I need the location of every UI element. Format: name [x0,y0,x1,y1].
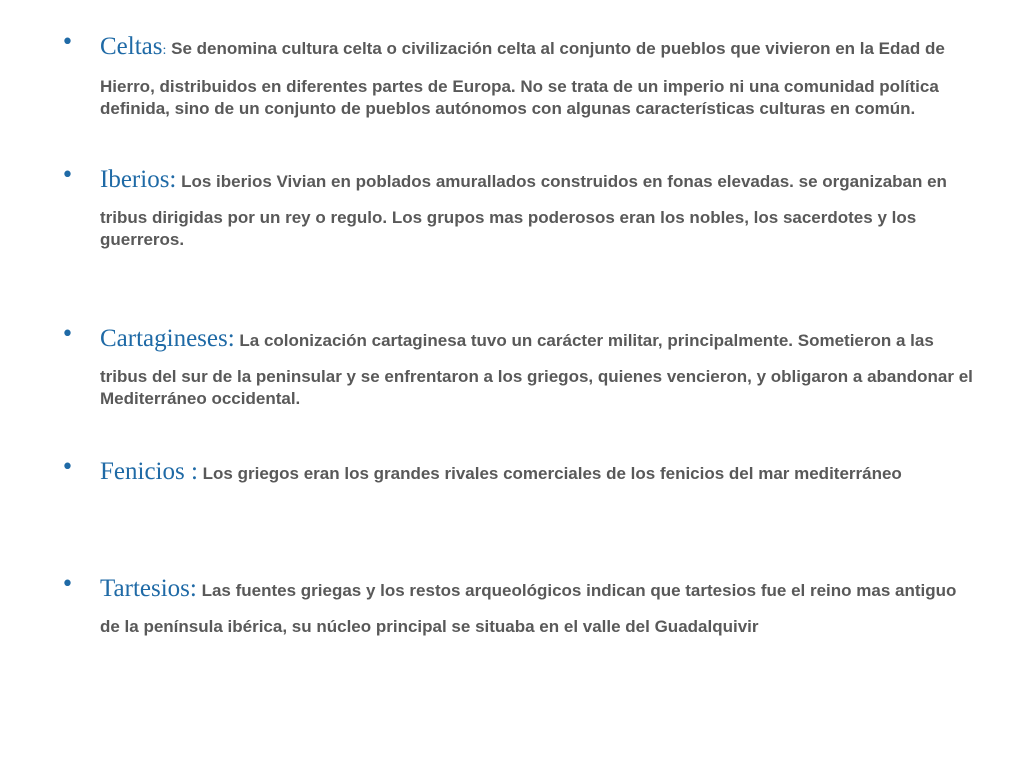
term-tartesios: Tartesios: [100,575,197,602]
item-line-1: Los griegos eran los grandes rivales comerciales de los fenicios del mar mediterráneo [197,464,902,483]
term-fenicios: Fenicios : [100,458,198,485]
item-text [100,163,980,251]
term-cartagineses: Cartagineses: [100,325,235,352]
bullet: • [61,30,74,55]
item-line-1: Los iberios Vivian en poblados amurallados construidos en fonas elevadas. se organizaban en [176,172,947,191]
bullet: • [61,455,74,480]
item-text [100,572,980,638]
bullet: • [61,163,74,188]
item-rest: Hierro, distribuidos en diferentes partes de Europa. No se trata de un imperio ni una comunidad política definida, sino de un conjunto de pueblos autónomos con algunas características culturas en común. [100,77,939,118]
term-iberios: Iberios: [100,166,177,193]
bullet: • [61,322,74,347]
item-line-1: La colonización cartaginesa tuvo un carácter militar, principalmente. Sometieron a las [234,331,934,350]
item-rest: tribus dirigidas por un rey o regulo. Los grupos mas poderosos eran los nobles, los sacerdotes y los guerreros. [100,208,917,249]
item-text [100,322,980,410]
item-line-1: Se denomina cultura celta o civilización celta al conjunto de pueblos que vivieron en la Edad de [166,39,945,58]
item-line-1: Las fuentes griegas y los restos arqueológicos indican que tartesios fue el reino mas antiguo [196,581,957,600]
item-text [100,30,980,120]
bullet: • [61,572,74,597]
item-text [100,455,980,491]
item-rest: tribus del sur de la peninsular y se enfrentaron a los griegos, quienes vencieron, y obligaron a abandonar el Mediterráneo occidental. [100,367,973,408]
term-celtas: Celtas: [100,33,167,60]
item-rest: de la península ibérica, su núcleo principal se situaba en el valle del Guadalquivir [100,617,759,636]
